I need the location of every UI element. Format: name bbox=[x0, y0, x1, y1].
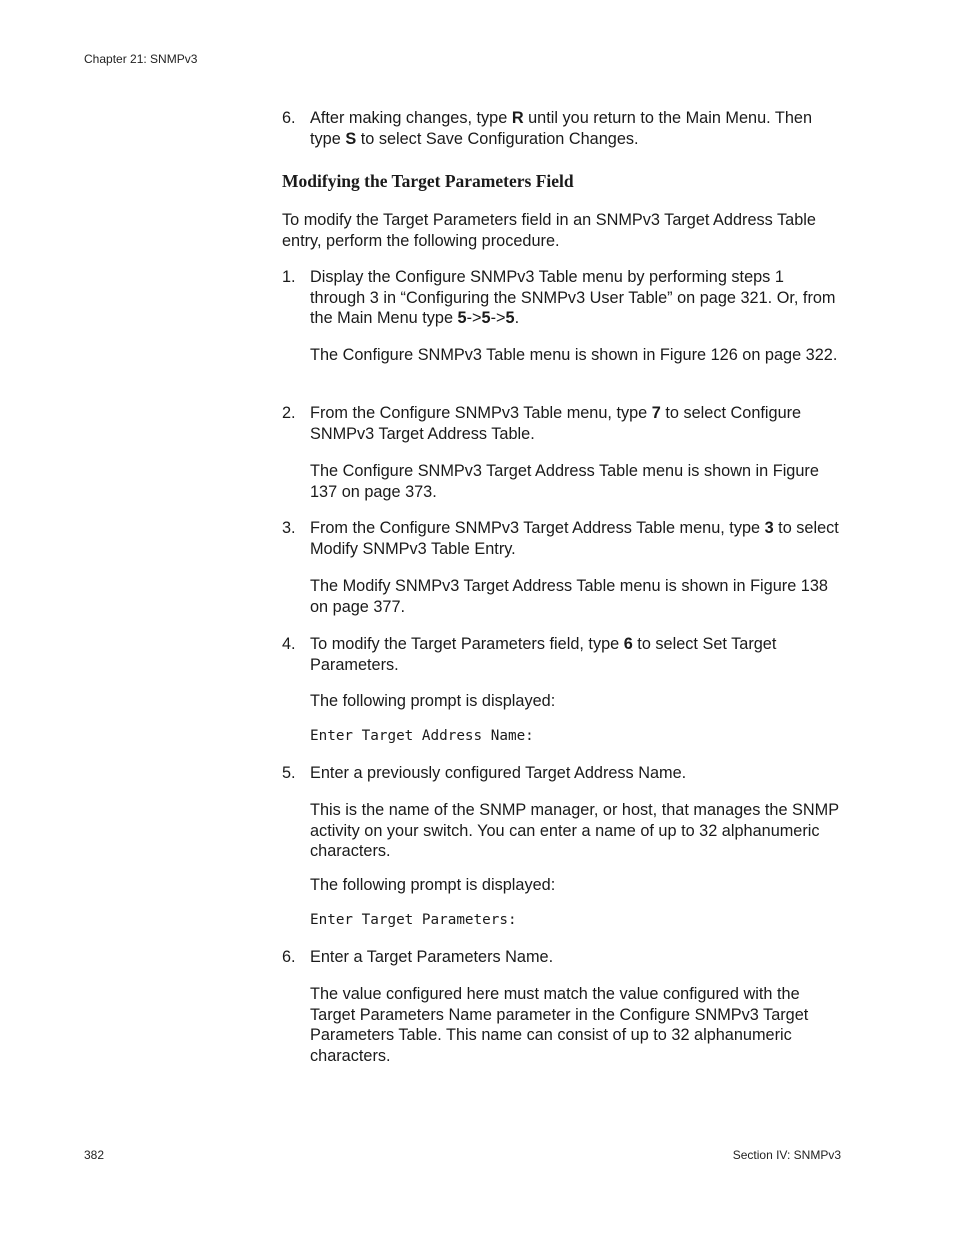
step-number: 1. bbox=[282, 268, 296, 286]
step-4-note: The following prompt is displayed: bbox=[310, 692, 556, 710]
step-1-note: The Configure SNMPv3 Table menu is shown in Figure 126 on page 322. bbox=[310, 346, 838, 364]
step-3-note: The Modify SNMPv3 Target Address Table menu is shown in Figure 138 on page 377. bbox=[310, 577, 828, 616]
step-text: Display the Configure SNMPv3 Table menu by performing steps 1 through 3 in “Configuring the SNMPv3 User Table” on page 321. Or, from the Main Menu type 5->5->5. bbox=[310, 268, 836, 327]
step-number: 4. bbox=[282, 635, 296, 653]
prompt-target-address-name: Enter Target Address Name: bbox=[310, 728, 534, 744]
step-text: From the Configure SNMPv3 Table menu, type 7 to select Configure SNMPv3 Target Address Table. bbox=[310, 404, 802, 443]
step-2-note: The Configure SNMPv3 Target Address Table menu is shown in Figure 137 on page 373. bbox=[310, 462, 819, 501]
prompt-target-parameters: Enter Target Parameters: bbox=[310, 912, 517, 928]
step-6-note: The value configured here must match the value configured with the Target Parameters Name parameter in the Configure SNMPv3 Target Parameters Table. This name can consist of up to 32 alphanumeric characters. bbox=[310, 985, 809, 1065]
step-5 bbox=[282, 763, 842, 784]
key-s: S bbox=[345, 129, 357, 148]
key-r: R bbox=[511, 109, 524, 127]
step-number: 6. bbox=[282, 109, 296, 127]
step-number: 6. bbox=[282, 948, 296, 966]
step-text: Enter a previously configured Target Address Name. bbox=[310, 764, 687, 782]
page-number: 382 bbox=[84, 1148, 105, 1162]
step-2 bbox=[282, 403, 842, 444]
step-text: To modify the Target Parameters field, type 6 to select Set Target Parameters. bbox=[310, 635, 777, 674]
step-6 bbox=[282, 947, 842, 968]
step-6-save bbox=[282, 108, 842, 149]
running-footer-section: Section IV: SNMPv3 bbox=[732, 1148, 841, 1162]
step-number: 2. bbox=[282, 404, 296, 422]
step-5-note: This is the name of the SNMP manager, or host, that manages the SNMP activity on your switch. You can enter a name of up to 32 alphanumeric characters. bbox=[310, 801, 839, 860]
step-5-note-2: The following prompt is displayed: bbox=[310, 876, 556, 894]
step-number: 5. bbox=[282, 764, 296, 782]
intro-paragraph: To modify the Target Parameters field in an SNMPv3 Target Address Table entry, perform the following procedure. bbox=[282, 211, 816, 250]
step-number: 3. bbox=[282, 519, 296, 537]
step-text: From the Configure SNMPv3 Target Address Table menu, type 3 to select Modify SNMPv3 Table Entry. bbox=[310, 519, 839, 558]
step-text: After making changes, type R until you return to the Main Menu. Then type S to select Save Configuration Changes. bbox=[310, 109, 812, 148]
step-1 bbox=[282, 267, 842, 329]
step-3 bbox=[282, 518, 842, 559]
step-text: Enter a Target Parameters Name. bbox=[310, 948, 554, 966]
step-4 bbox=[282, 634, 842, 675]
section-heading: Modifying the Target Parameters Field bbox=[282, 171, 574, 191]
running-header: Chapter 21: SNMPv3 bbox=[84, 52, 198, 66]
